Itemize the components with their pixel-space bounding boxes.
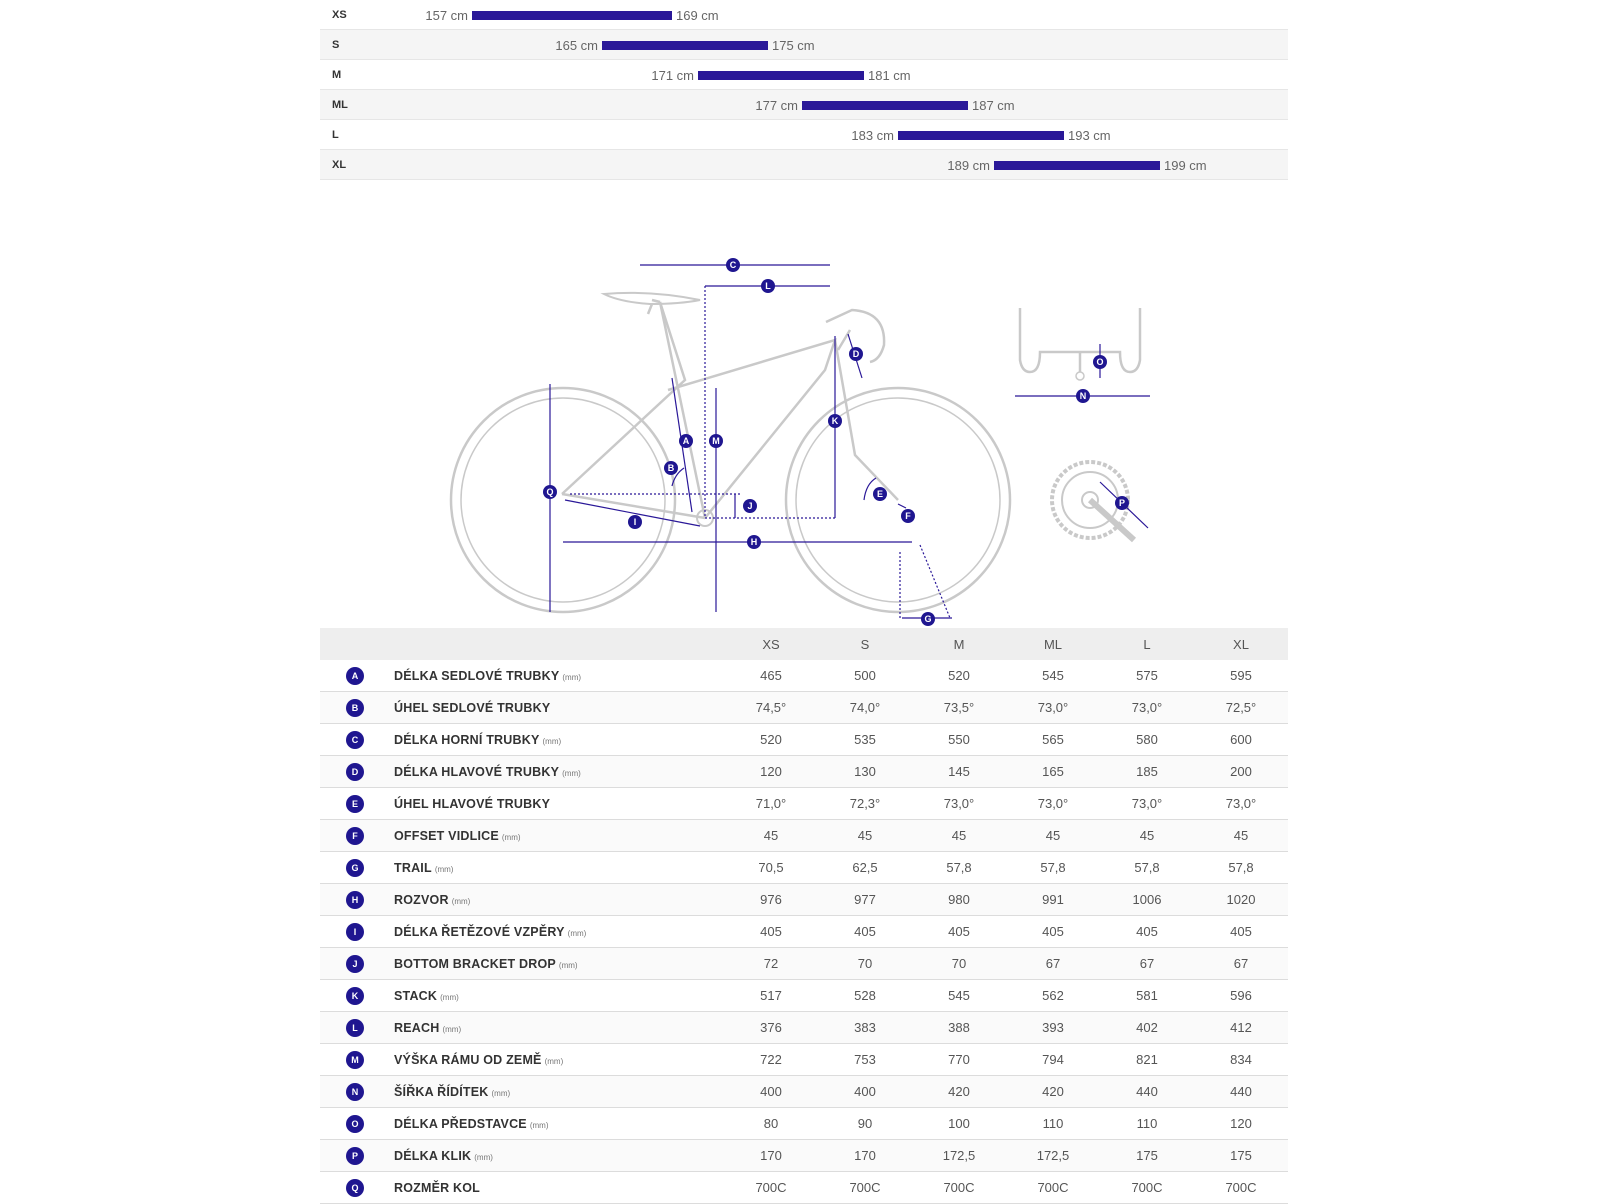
parameter-name: TRAIL: [394, 861, 432, 875]
svg-text:K: K: [831, 416, 839, 426]
table-cell: 73,0°: [1194, 788, 1288, 820]
diagram-markers: [543, 258, 1129, 626]
marker-d-icon: [849, 347, 863, 361]
parameter-name: STACK: [394, 989, 438, 1003]
table-cell: 200: [1194, 756, 1288, 788]
range-max: 193 cm: [1068, 128, 1111, 143]
bike-geometry-diagram: [320, 180, 1288, 628]
table-row: [320, 980, 1288, 1012]
table-cell: 400: [724, 1076, 818, 1108]
table-cell: 535: [818, 724, 912, 756]
table-cell: 45: [1006, 820, 1100, 852]
table-cell: 700C: [1006, 1172, 1100, 1204]
table-row: [320, 788, 1288, 820]
range-bar: [698, 71, 864, 80]
table-cell: 45: [1100, 820, 1194, 852]
header-size: S: [818, 628, 912, 660]
table-cell: 528: [818, 980, 912, 1012]
table-cell: 834: [1194, 1044, 1288, 1076]
table-cell: 440: [1100, 1076, 1194, 1108]
table-cell: 70,5: [724, 852, 818, 884]
table-row: [320, 916, 1288, 948]
table-body: [320, 660, 1288, 1204]
table-cell: 388: [912, 1012, 1006, 1044]
svg-text:N: N: [1079, 391, 1087, 401]
parameter-name: DÉLKA HLAVOVÉ TRUBKY: [394, 765, 560, 779]
table-cell: 500: [818, 660, 912, 692]
parameter-letter-icon: E: [346, 795, 364, 813]
marker-i-icon: [628, 515, 642, 529]
table-cell: 977: [818, 884, 912, 916]
parameter-letter-icon: H: [346, 891, 364, 909]
svg-text:E: E: [876, 489, 884, 499]
table-cell: 976: [724, 884, 818, 916]
table-cell: 120: [1194, 1108, 1288, 1140]
table-header-row: [320, 628, 1288, 660]
range-min: 171 cm: [651, 68, 694, 83]
saddle: [604, 293, 700, 304]
range-min: 183 cm: [851, 128, 894, 143]
parameter-name: BOTTOM BRACKET DROP: [394, 957, 556, 971]
svg-text:A: A: [682, 436, 690, 446]
table-row: [320, 1012, 1288, 1044]
dim-g-guide2: [920, 545, 950, 618]
fork: [835, 340, 898, 500]
svg-text:Q: Q: [546, 487, 554, 497]
geometry-page: [320, 0, 1288, 1195]
table-cell: 405: [912, 916, 1006, 948]
size-label: L: [332, 129, 339, 141]
table-cell: 700C: [912, 1172, 1006, 1204]
parameter-name: DÉLKA PŘEDSTAVCE: [394, 1117, 527, 1131]
table-cell: 185: [1100, 756, 1194, 788]
table-cell: 980: [912, 884, 1006, 916]
handlebar-front-view: [1020, 308, 1140, 380]
table-cell: 74,0°: [818, 692, 912, 724]
size-row-m: [320, 60, 1288, 90]
table-cell: 130: [818, 756, 912, 788]
marker-o-icon: [1093, 355, 1107, 369]
table-cell: 402: [1100, 1012, 1194, 1044]
table-cell: 575: [1100, 660, 1194, 692]
marker-h-icon: [747, 535, 761, 549]
size-row-ml: [320, 90, 1288, 120]
parameter-unit: (mm): [544, 1057, 564, 1066]
marker-g-icon: [921, 612, 935, 626]
table-cell: 90: [818, 1108, 912, 1140]
table-cell: 753: [818, 1044, 912, 1076]
dim-f: [898, 504, 906, 508]
geometry-table: [320, 628, 1288, 1204]
range-max: 199 cm: [1164, 158, 1207, 173]
table-cell: 440: [1194, 1076, 1288, 1108]
table-cell: 57,8: [1194, 852, 1288, 884]
table-cell: 520: [912, 660, 1006, 692]
table-cell: 700C: [818, 1172, 912, 1204]
size-label: XL: [332, 159, 347, 171]
table-cell: 73,0°: [1006, 788, 1100, 820]
table-cell: 70: [818, 948, 912, 980]
table-cell: 67: [1006, 948, 1100, 980]
parameter-name: DÉLKA SEDLOVÉ TRUBKY: [394, 669, 560, 683]
table-cell: 405: [1194, 916, 1288, 948]
size-label: XS: [332, 9, 347, 21]
table-cell: 62,5: [818, 852, 912, 884]
table-cell: 465: [724, 660, 818, 692]
parameter-unit: (mm): [434, 865, 454, 874]
table-row: [320, 852, 1288, 884]
table-cell: 73,0°: [1100, 692, 1194, 724]
svg-text:B: B: [667, 463, 675, 473]
table-cell: 794: [1006, 1044, 1100, 1076]
table-row: [320, 884, 1288, 916]
parameter-unit: (mm): [451, 897, 471, 906]
table-cell: 57,8: [912, 852, 1006, 884]
parameter-name: ÚHEL SEDLOVÉ TRUBKY: [394, 701, 551, 715]
table-cell: 45: [1194, 820, 1288, 852]
table-cell: 821: [1100, 1044, 1194, 1076]
table-cell: 72: [724, 948, 818, 980]
range-min: 165 cm: [555, 38, 598, 53]
size-row-xs: [320, 0, 1288, 30]
parameter-name: DÉLKA KLIK: [394, 1149, 472, 1163]
marker-b-icon: [664, 461, 678, 475]
table-cell: 175: [1194, 1140, 1288, 1172]
dimension-lines: [550, 265, 1150, 618]
svg-text:H: H: [750, 537, 758, 547]
table-cell: 565: [1006, 724, 1100, 756]
table-cell: 145: [912, 756, 1006, 788]
size-label: ML: [332, 99, 348, 111]
table-cell: 74,5°: [724, 692, 818, 724]
range-min: 177 cm: [755, 98, 798, 113]
parameter-letter-icon: L: [346, 1019, 364, 1037]
size-label: M: [332, 69, 342, 81]
parameter-unit: (mm): [529, 1121, 549, 1130]
parameter-letter-icon: M: [346, 1051, 364, 1069]
marker-f-icon: [901, 509, 915, 523]
table-cell: 110: [1100, 1108, 1194, 1140]
marker-j-icon: [743, 499, 757, 513]
parameter-name: REACH: [394, 1021, 440, 1035]
svg-text:F: F: [905, 511, 911, 521]
head-tube: [838, 330, 850, 350]
parameter-name: ROZVOR: [394, 893, 449, 907]
range-bar: [994, 161, 1160, 170]
table-cell: 581: [1100, 980, 1194, 1012]
table-cell: 596: [1194, 980, 1288, 1012]
bike-frame-drawing: [451, 293, 1010, 612]
svg-text:G: G: [924, 614, 932, 624]
table-cell: 72,5°: [1194, 692, 1288, 724]
parameter-name: ROZMĚR KOL: [394, 1181, 481, 1195]
table-cell: 172,5: [1006, 1140, 1100, 1172]
range-bar: [602, 41, 768, 50]
marker-e-icon: [873, 487, 887, 501]
header-size: M: [912, 628, 1006, 660]
table-cell: 393: [1006, 1012, 1100, 1044]
header-size: XS: [724, 628, 818, 660]
svg-text:C: C: [729, 260, 737, 270]
table-cell: 383: [818, 1012, 912, 1044]
table-cell: 45: [818, 820, 912, 852]
parameter-letter-icon: D: [346, 763, 364, 781]
svg-text:I: I: [633, 517, 637, 527]
table-cell: 545: [912, 980, 1006, 1012]
table-row: [320, 692, 1288, 724]
table-cell: 72,3°: [818, 788, 912, 820]
size-label: S: [332, 39, 340, 51]
table-cell: 170: [724, 1140, 818, 1172]
table-cell: 120: [724, 756, 818, 788]
svg-text:M: M: [712, 436, 720, 446]
marker-p-icon: [1115, 496, 1129, 510]
table-cell: 420: [1006, 1076, 1100, 1108]
table-cell: 73,0°: [1100, 788, 1194, 820]
table-cell: 73,0°: [912, 788, 1006, 820]
table-cell: 770: [912, 1044, 1006, 1076]
table-cell: 405: [724, 916, 818, 948]
table-row: [320, 1044, 1288, 1076]
table-cell: 1006: [1100, 884, 1194, 916]
table-cell: 550: [912, 724, 1006, 756]
range-max: 187 cm: [972, 98, 1015, 113]
table-cell: 562: [1006, 980, 1100, 1012]
seat-tube: [660, 302, 705, 518]
parameter-unit: (mm): [491, 1089, 511, 1098]
table-cell: 545: [1006, 660, 1100, 692]
parameter-letter-icon: O: [346, 1115, 364, 1133]
table-row: [320, 948, 1288, 980]
marker-k-icon: [828, 414, 842, 428]
parameter-unit: (mm): [440, 993, 459, 1002]
table-cell: 420: [912, 1076, 1006, 1108]
table-row: [320, 756, 1288, 788]
range-min: 157 cm: [425, 8, 468, 23]
table-cell: 722: [724, 1044, 818, 1076]
parameter-unit: (mm): [562, 673, 582, 682]
parameter-unit: (mm): [501, 833, 521, 842]
table-cell: 991: [1006, 884, 1100, 916]
size-row-l: [320, 120, 1288, 150]
parameter-name: VÝŠKA RÁMU OD ZEMĚ: [394, 1053, 542, 1067]
table-cell: 175: [1100, 1140, 1194, 1172]
range-bar: [802, 101, 968, 110]
parameter-name: DÉLKA HORNÍ TRUBKY: [394, 733, 540, 747]
range-min: 189 cm: [947, 158, 990, 173]
marker-a-icon: [679, 434, 693, 448]
parameter-letter-icon: N: [346, 1083, 364, 1101]
svg-text:D: D: [852, 349, 860, 359]
table-cell: 400: [818, 1076, 912, 1108]
size-row-s: [320, 30, 1288, 60]
marker-l-icon: [761, 279, 775, 293]
table-cell: 45: [912, 820, 1006, 852]
table-row: [320, 1140, 1288, 1172]
table-cell: 73,0°: [1006, 692, 1100, 724]
table-row: [320, 1172, 1288, 1204]
parameter-unit: (mm): [562, 769, 581, 778]
parameter-name: ÚHEL HLAVOVÉ TRUBKY: [394, 797, 551, 811]
parameter-unit: (mm): [474, 1153, 493, 1162]
table-cell: 600: [1194, 724, 1288, 756]
table-cell: 580: [1100, 724, 1194, 756]
table-cell: 57,8: [1100, 852, 1194, 884]
table-cell: 700C: [1100, 1172, 1194, 1204]
table-cell: 100: [912, 1108, 1006, 1140]
chain-stay: [562, 494, 705, 518]
table-cell: 110: [1006, 1108, 1100, 1140]
table-cell: 405: [1006, 916, 1100, 948]
header-size: L: [1100, 628, 1194, 660]
parameter-name: OFFSET VIDLICE: [394, 829, 499, 843]
table-row: [320, 1108, 1288, 1140]
range-max: 169 cm: [676, 8, 719, 23]
table-cell: 172,5: [912, 1140, 1006, 1172]
table-cell: 57,8: [1006, 852, 1100, 884]
table-cell: 700C: [724, 1172, 818, 1204]
parameter-letter-icon: B: [346, 699, 364, 717]
parameter-letter-icon: J: [346, 955, 364, 973]
table-row: [320, 1076, 1288, 1108]
marker-m-icon: [709, 434, 723, 448]
parameter-letter-icon: K: [346, 987, 364, 1005]
parameter-unit: (mm): [567, 929, 587, 938]
table-cell: 170: [818, 1140, 912, 1172]
marker-n-icon: [1076, 389, 1090, 403]
parameter-unit: (mm): [442, 1025, 462, 1034]
svg-text:J: J: [747, 501, 753, 511]
table-cell: 517: [724, 980, 818, 1012]
table-cell: 412: [1194, 1012, 1288, 1044]
table-row: [320, 820, 1288, 852]
table-cell: 67: [1100, 948, 1194, 980]
table-row: [320, 660, 1288, 692]
marker-c-icon: [726, 258, 740, 272]
table-row: [320, 724, 1288, 756]
table-cell: 405: [1100, 916, 1194, 948]
svg-text:L: L: [765, 281, 771, 291]
range-bar: [898, 131, 1064, 140]
table-cell: 405: [818, 916, 912, 948]
table-cell: 520: [724, 724, 818, 756]
table-cell: 376: [724, 1012, 818, 1044]
parameter-letter-icon: I: [346, 923, 364, 941]
table-cell: 73,5°: [912, 692, 1006, 724]
range-max: 175 cm: [772, 38, 815, 53]
header-size: XL: [1194, 628, 1288, 660]
parameter-name: ŠÍŘKA ŘÍDÍTEK: [394, 1085, 489, 1099]
svg-text:P: P: [1118, 498, 1126, 508]
range-max: 181 cm: [868, 68, 911, 83]
parameter-letter-icon: G: [346, 859, 364, 877]
parameter-name: DÉLKA ŘETĚZOVÉ VZPĚRY: [394, 925, 565, 939]
parameter-letter-icon: A: [346, 667, 364, 685]
svg-text:O: O: [1096, 357, 1104, 367]
table-cell: 595: [1194, 660, 1288, 692]
size-row-xl: [320, 150, 1288, 180]
range-bar: [472, 11, 672, 20]
table-cell: 70: [912, 948, 1006, 980]
table-cell: 45: [724, 820, 818, 852]
table-cell: 80: [724, 1108, 818, 1140]
table-cell: 165: [1006, 756, 1100, 788]
table-cell: 71,0°: [724, 788, 818, 820]
parameter-letter-icon: P: [346, 1147, 364, 1165]
table-cell: 67: [1194, 948, 1288, 980]
table-cell: 1020: [1194, 884, 1288, 916]
parameter-letter-icon: Q: [346, 1179, 364, 1197]
parameter-letter-icon: F: [346, 827, 364, 845]
parameter-unit: (mm): [558, 961, 578, 970]
table-cell: 700C: [1194, 1172, 1288, 1204]
parameter-unit: (mm): [542, 737, 562, 746]
marker-q-icon: [543, 485, 557, 499]
header-size: ML: [1006, 628, 1100, 660]
size-chart: [320, 0, 1288, 180]
parameter-letter-icon: C: [346, 731, 364, 749]
